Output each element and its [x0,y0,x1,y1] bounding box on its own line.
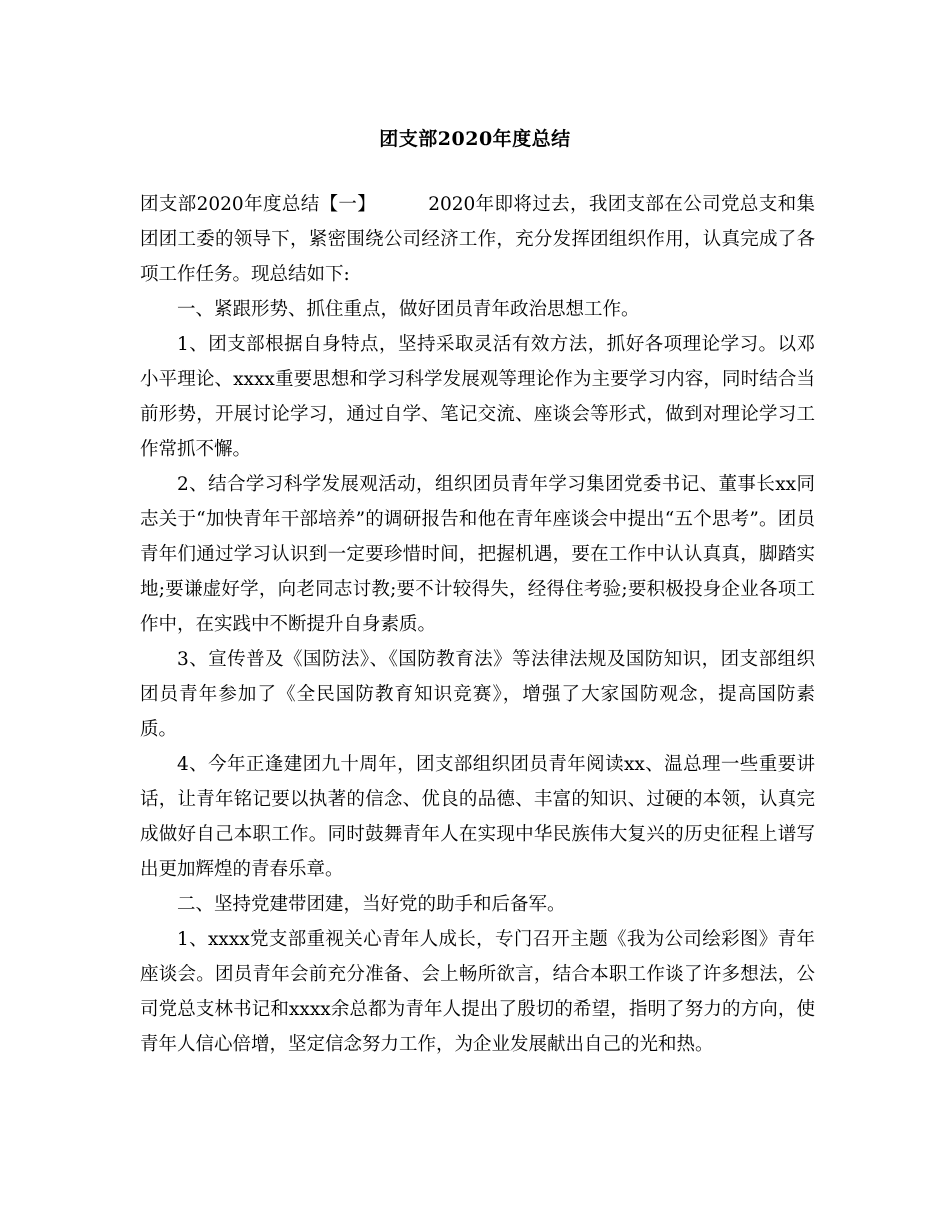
intro-text: 2020年即将过去，我团支部在公司党总支和集团团工委的领导下，紧密围绕公司经济工作，充分发挥团组织作用，认真完成了各项工作任务。现总结如下: [140,194,815,285]
paragraph-development-study: 2、结合学习科学发展观活动，组织团员青年学习集团党委书记、董事长xx同志关于“加快青年干部培养”的调研报告和他在青年座谈会中提出“五个思考”。团员青年们通过学习认识到一定要珍惜时间，把握机遇，要在工作中认认真真，脚踏实地;要谦虚好学，向老同志讨教;要不计较得失，经得住考验;要积极投身企业各项工作中，在实践中不断提升自身素质。 [140,474,815,635]
paragraph-national-defense: 3、宣传普及《国防法》、《国防教育法》等法律法规及国防知识，团支部组织团员青年参加了《全民国防教育知识竞赛》，增强了大家国防观念，提高国防素质。 [140,649,815,740]
paragraph-youth-forum: 1、xxxx党支部重视关心青年人成长，专门召开主题《我为公司绘彩图》青年座谈会。团员青年会前充分准备、会上畅所欲言，结合本职工作谈了许多想法，公司党总支林书记和xxxx余总都为青年人提出了殷切的希望，指明了努力的方向，使青年人信心倍增，坚定信念努力工作，为企业发展献出自己的光和热。 [140,929,815,1055]
paragraph-section-two-heading: 二、坚持党建带团建，当好党的助手和后备军。 [177,894,566,915]
document-body [140,187,815,1062]
paragraph-theory-study: 1、团支部根据自身特点，坚持采取灵活有效方法，抓好各项理论学习。以邓小平理论、xxxx重要思想和学习科学发展观等理论作为主要学习内容，同时结合当前形势，开展讨论学习，通过自学、笔记交流、座谈会等形式，做到对理论学习工作常抓不懈。 [140,334,815,460]
document-title: 团支部2020年度总结 [379,128,571,150]
intro-heading: 团支部2020年度总结【一】 [140,194,377,215]
paragraph-anniversary: 4、今年正逢建团九十周年，团支部组织团员青年阅读xx、温总理一些重要讲话，让青年铭记要以执著的信念、优良的品德、丰富的知识、过硬的本领，认真完成做好自己本职工作。同时鼓舞青年人在实现中华民族伟大复兴的历史征程上谱写出更加辉煌的青春乐章。 [140,754,815,880]
paragraph-section-one-heading: 一、紧跟形势、抓住重点，做好团员青年政治思想工作。 [177,299,640,320]
intro-paragraph [140,187,815,292]
